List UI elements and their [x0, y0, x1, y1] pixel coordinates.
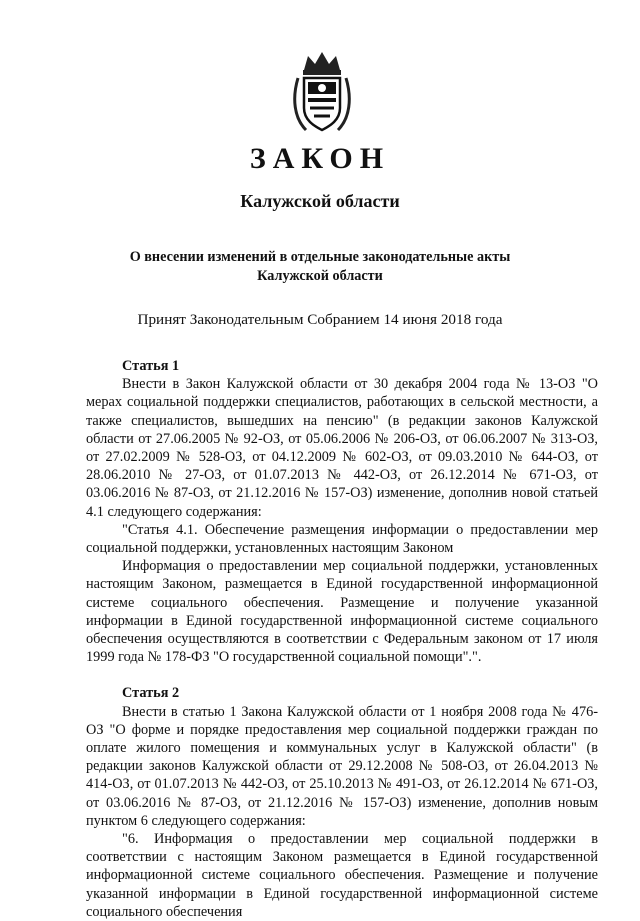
law-name	[0, 248, 640, 286]
article-2-paragraph-2: "6. Информация о предоставлении мер социальной поддержки в соответствии с настоящим Законом размещается в Единой государственной информационной системе социального обеспечения. Размещение и получение указанной информации в Единой государственной информационной системе социального обеспечения	[86, 831, 598, 920]
article-1-paragraph-2: "Статья 4.1. Обеспечение размещения информации о предоставлении мер социальной поддержки, установленных настоящим Законом	[86, 521, 598, 557]
article-1-paragraph-3: Информация о предоставлении мер социальной поддержки, установленных настоящим Законом, размещается в Единой государственной информационной системе социального обеспечения. Размещение и получение указанной информации в Единой государственной информационной системе социального обеспечения осуществляются в соответствии с Федеральным законом от 17 июля 1999 года № 178-ФЗ "О государственной социальной помощи".".	[86, 558, 598, 666]
law-body	[86, 357, 598, 921]
article-2-heading: Статья 2	[122, 685, 180, 702]
document-title: ЗАКОН	[249, 142, 391, 175]
kaluga-coat-of-arms-icon	[290, 48, 354, 136]
article-2-paragraph-1: Внести в статью 1 Закона Калужской области от 1 ноября 2008 года № 476-ОЗ "О форме и порядке предоставления мер социальной поддержки граждан по оплате жилого помещения и коммунальных услуг в Калужской области" (в редакции законов Калужской области от 29.12.2008 № 508-ОЗ, от 26.04.2013 № 414-ОЗ, от 01.07.2013 № 442-ОЗ, от 25.10.2013 № 491-ОЗ, от 26.12.2014 № 671-ОЗ, от 03.06.2016 № 87-ОЗ, от 21.12.2016 № 157-ОЗ) изменение, дополнив новым пунктом 6 следующего содержания:	[86, 703, 598, 829]
law-name-line-2: Калужской области	[257, 268, 383, 284]
article-1-heading: Статья 1	[122, 358, 180, 374]
document-subtitle: Калужской области	[240, 191, 400, 211]
adoption-date: Принят Законодательным Собранием 14 июня 2018 года	[137, 311, 503, 328]
law-name-line-1: О внесении изменений в отдельные законодательные акты	[129, 249, 511, 265]
article-1-paragraph-1: Внести в Закон Калужской области от 30 декабря 2004 года № 13-ОЗ "О мерах социальной поддержки специалистов, работающих в сельской местности, а также специалистов, вышедших на пенсию" (в редакции законов Калужской области от 27.06.2005 № 92-ОЗ, от 05.06.2006 № 206-ОЗ, от 06.06.2007 № 313-ОЗ, от 27.02.2009 № 528-ОЗ, от 04.12.2009 № 602-ОЗ, от 09.03.2010 № 644-ОЗ, от 28.06.2010 № 27-ОЗ, от 01.07.2013 № 442-ОЗ, от 26.12.2014 № 671-ОЗ, от 03.06.2016 № 87-ОЗ, от 21.12.2016 № 157-ОЗ) изменение, дополнив новой статьей 4.1 следующего содержания:	[86, 376, 598, 520]
